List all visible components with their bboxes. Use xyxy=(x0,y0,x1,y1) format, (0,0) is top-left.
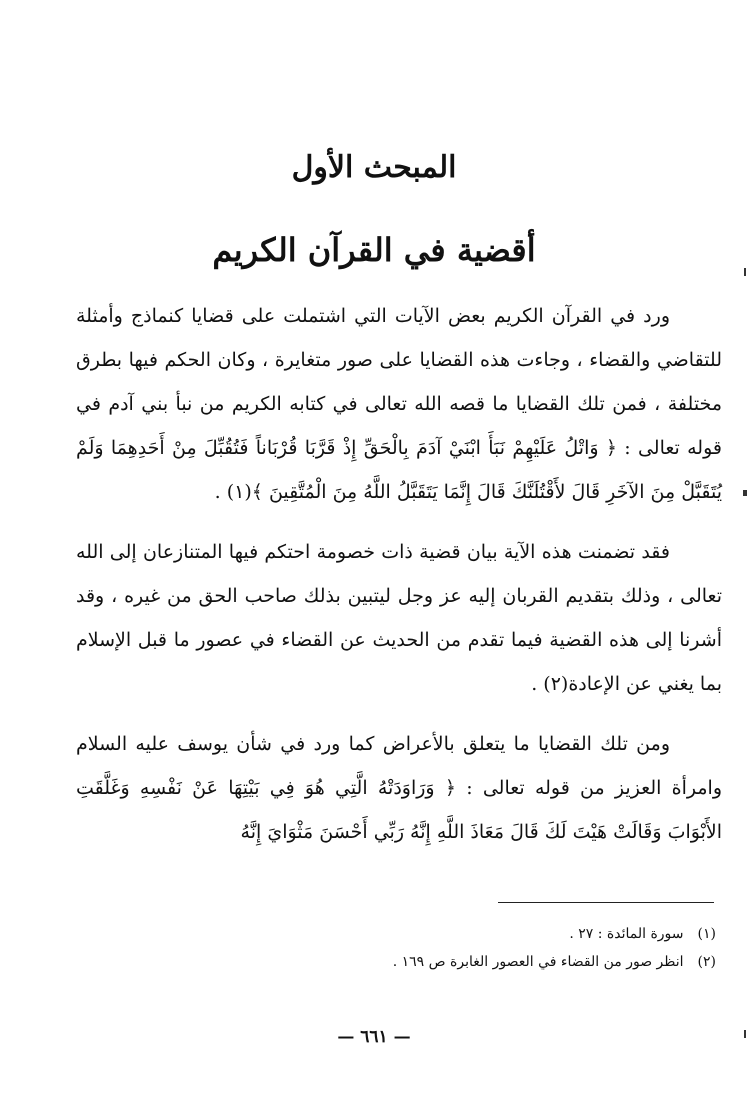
section-title: أقضية في القرآن الكريم xyxy=(212,231,536,269)
paragraph-1: ورد في القرآن الكريم بعض الآيات التي اشتملت على قضايا كنماذج وأمثلة للتقاضي والقضاء ، وجاءت هذه القضايا على صور متغايرة ، وكان الحكم فيها بطرق مختلفة ، فمن تلك القضايا ما قصه الله تعالى في كتابه الكريم من نبأ بني آدم في قوله تعالى : ﴿ وَاتْلُ عَلَيْهِمْ نَبَأَ ابْنَيْ آدَمَ بِالْحَقِّ إِذْ قَرَّبَا قُرْبَاناً فَتُقُبِّلَ مِنْ أَحَدِهِمَا وَلَمْ يُتَقَبَّلْ مِنَ الآخَرِ قَالَ لأَقْتُلَنَّكَ قَالَ إِنَّمَا يَتَقَبَّلُ اللَّهُ مِنَ الْمُتَّقِينَ ﴾(١) . xyxy=(76,305,722,503)
page-number: — ٦٦١ — xyxy=(337,1027,411,1047)
footnotes xyxy=(200,920,716,976)
footnote-number: (١) xyxy=(697,926,716,942)
paragraph-3: ومن تلك القضايا ما يتعلق بالأعراض كما ورد في شأن يوسف عليه السلام وامرأة العزيز من قوله تعالى : ﴿ وَرَاوَدَتْهُ الَّتِي هُوَ فِي بَيْتِهَا عَنْ نَفْسِهِ وَغَلَّقَتِ الأَبْوَابَ وَقَالَتْ هَيْتَ لَكَ قَالَ مَعَاذَ اللَّهِ إِنَّهُ رَبِّي أَحْسَنَ مَثْوَايَ إِنَّهُ xyxy=(76,733,722,843)
footnote-2 xyxy=(200,948,716,976)
footnote-number: (٢) xyxy=(697,954,716,970)
chapter-title: المبحث الأول xyxy=(291,150,457,185)
footnote-text: سورة المائدة : ٢٧ . xyxy=(569,926,684,942)
scan-edge-mark-top xyxy=(744,268,746,276)
body-text xyxy=(76,294,722,870)
scan-edge-mark-middle xyxy=(743,490,747,496)
paragraph-2: فقد تضمنت هذه الآية بيان قضية ذات خصومة احتكم فيها المتنازعان إلى الله تعالى ، وذلك بتقديم القربان إليه عز وجل ليتبين بذلك صاحب الحق من غيره ، وقد أشرنا إلى هذه القضية فيما تقدم من الحديث عن القضاء في عصور ما قبل الإسلام بما يغني عن الإعادة(٢) . xyxy=(76,541,722,695)
footnote-text: انظر صور من القضاء في العصور الغابرة ص ١٦٩ . xyxy=(392,954,684,970)
footnote-divider xyxy=(498,902,714,903)
scan-edge-mark-bottom xyxy=(744,1030,746,1038)
footnote-1 xyxy=(200,920,716,948)
